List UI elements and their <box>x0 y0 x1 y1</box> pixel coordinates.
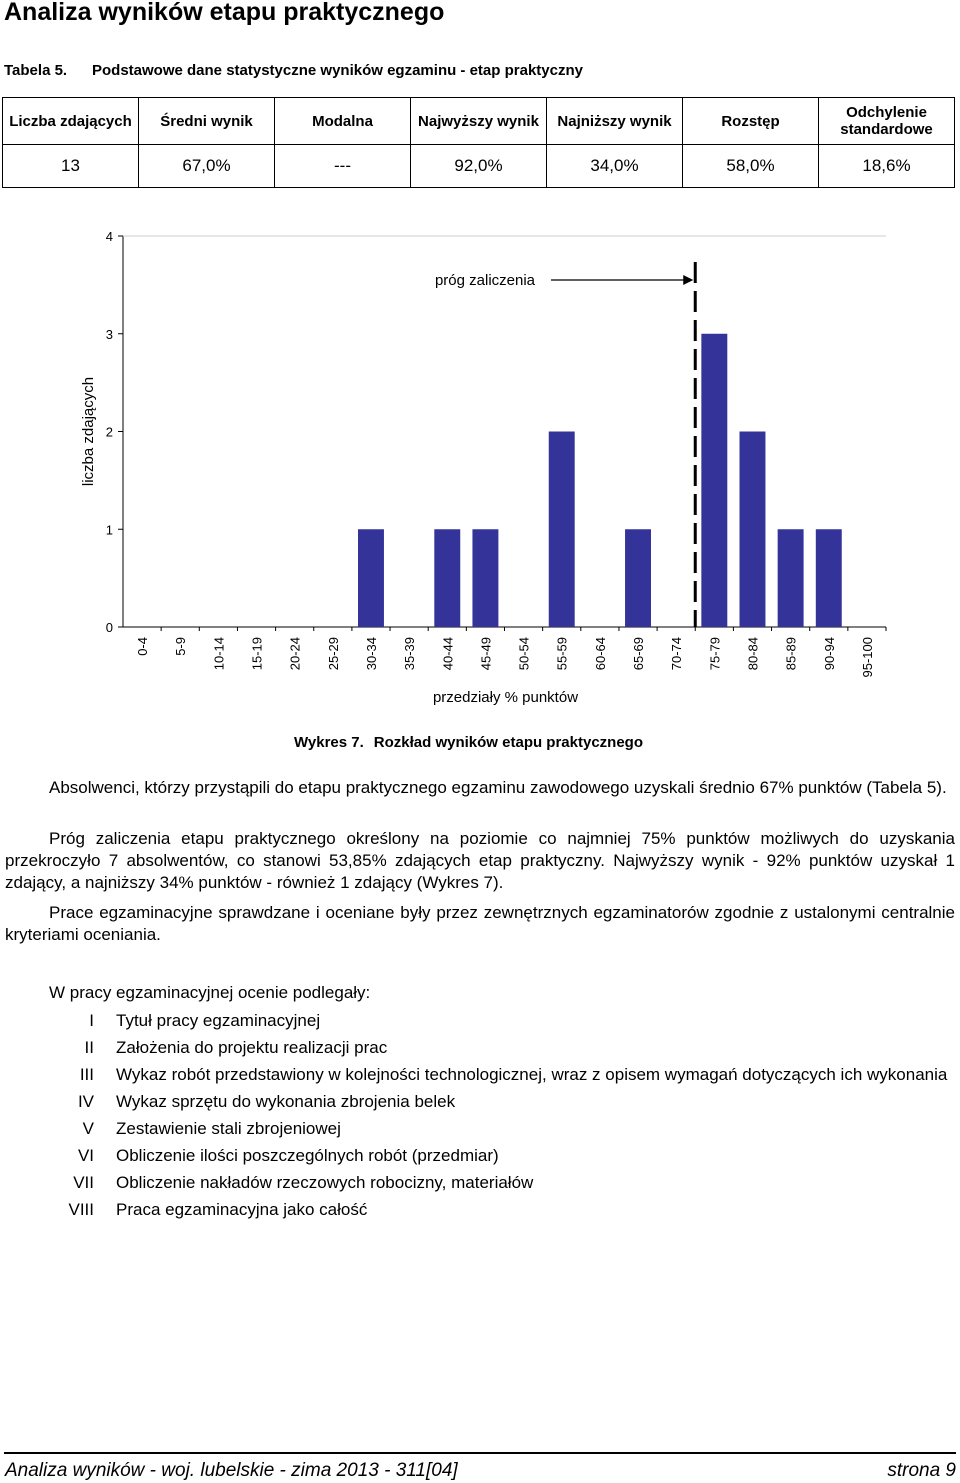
list-item <box>0 1010 960 1032</box>
table-header-row <box>3 98 955 145</box>
x-axis-title: przedziały % punktów <box>432 689 579 706</box>
list-item-text: Zestawienie stali zbrojeniowej <box>116 1119 341 1138</box>
header-liczba-zdajacych: Liczba zdających <box>3 98 139 145</box>
page-title: Analiza wyników etapu praktycznego <box>4 0 445 26</box>
paragraph-threshold: Próg zaliczenia etapu praktycznego określony na poziomie co najmniej 75% punktów możliwych do uzyskania przekroczyło 7 absolwentów, co stanowi 53,85% zdających etap praktyczny. Najwyższy wynik - 92% punktów uzyskał 1 zdający, a najniższy 34% punktów - również 1 zdający (Wykres 7). <box>5 829 955 892</box>
header-sredni-wynik: Średni wynik <box>139 98 275 145</box>
x-tick-label: 80-84 <box>745 637 761 671</box>
x-tick-label: 35-39 <box>402 637 418 671</box>
x-tick-label: 40-44 <box>440 637 456 671</box>
list-item <box>0 1091 960 1113</box>
header-rozstep: Rozstęp <box>683 98 819 145</box>
x-tick-label: 90-94 <box>821 637 837 671</box>
list-item-number: VI <box>77 1146 94 1165</box>
y-axis-title: liczba zdających <box>80 376 97 487</box>
table-row <box>3 145 955 188</box>
threshold-label: próg zaliczenia <box>434 272 536 289</box>
list-item <box>0 1172 960 1194</box>
header-odchylenie: Odchylenie standardowe <box>819 98 955 145</box>
bar-90-94 <box>816 529 842 627</box>
x-tick-label: 15-19 <box>249 637 265 671</box>
x-tick-label: 75-79 <box>707 637 723 671</box>
paragraph-examiners: Prace egzaminacyjne sprawdzane i oceniane były przez zewnętrznych egzaminatorów zgodnie z ustalonymi centralnie kryteriami oceniania. <box>5 903 955 944</box>
bar-80-84 <box>740 432 766 628</box>
list-item-text: Wykaz sprzętu do wykonania zbrojenia belek <box>116 1092 456 1111</box>
list-item <box>0 1118 960 1140</box>
table-caption-text: Podstawowe dane statystyczne wyników egzaminu - etap praktyczny <box>92 62 583 79</box>
value-najnizszy-wynik: 34,0% <box>547 145 683 188</box>
list-item-text: Obliczenie nakładów rzeczowych robocizny, materiałów <box>116 1173 534 1192</box>
bar-65-69 <box>625 529 651 627</box>
figure-caption-text: Rozkład wyników etapu praktycznego <box>373 734 644 751</box>
figure-caption-label: Wykres 7. <box>294 734 364 751</box>
list-item-text: Wykaz robót przedstawiony w kolejności technologicznej, wraz z opisem wymagań dotyczących ich wykonania <box>116 1065 948 1084</box>
x-tick-label: 85-89 <box>783 637 799 671</box>
value-odchylenie: 18,6% <box>819 145 955 188</box>
bar-75-79 <box>701 334 727 627</box>
header-najwyzszy-wynik: Najwyższy wynik <box>411 98 547 145</box>
list-item-text: Obliczenie ilości poszczególnych robót (przedmiar) <box>116 1146 499 1165</box>
list-item-number: VII <box>73 1173 94 1192</box>
x-tick-label: 25-29 <box>325 637 341 671</box>
y-tick-label: 4 <box>105 229 113 244</box>
list-heading: W pracy egzaminacyjnej ocenie podlegały: <box>49 983 371 1002</box>
value-rozstep: 58,0% <box>683 145 819 188</box>
y-tick-label: 0 <box>105 620 113 635</box>
footer-document-title: Analiza wyników - woj. lubelskie - zima 2013 - 311[04] <box>5 1460 458 1481</box>
value-sredni-wynik: 67,0% <box>139 145 275 188</box>
bar-45-49 <box>472 529 498 627</box>
bar-85-89 <box>778 529 804 627</box>
x-tick-label: 95-100 <box>859 637 875 678</box>
list-item <box>0 1199 960 1221</box>
y-tick-label: 3 <box>105 326 113 342</box>
paragraph-average: Absolwenci, którzy przystąpili do etapu praktycznego egzaminu zawodowego uzyskali średnio 67% punktów (Tabela 5). <box>49 778 947 797</box>
bar-40-44 <box>434 529 460 627</box>
table-caption <box>4 62 583 79</box>
list-item-number: IV <box>77 1092 94 1111</box>
value-liczba-zdajacych: 13 <box>3 145 139 188</box>
header-najnizszy-wynik: Najniższy wynik <box>547 98 683 145</box>
list-item <box>0 1037 960 1059</box>
list-item-text: Tytuł pracy egzaminacyjnej <box>116 1011 321 1030</box>
bar-55-59 <box>549 432 575 628</box>
list-item-number: II <box>84 1038 94 1057</box>
x-tick-label: 0-4 <box>135 637 151 656</box>
x-tick-label: 30-34 <box>363 637 379 671</box>
list-item-number: VIII <box>68 1200 94 1219</box>
x-tick-label: 70-74 <box>669 637 685 671</box>
list-item-number: I <box>89 1011 94 1030</box>
footer-divider <box>4 1452 956 1454</box>
threshold-arrow-head <box>683 275 693 285</box>
list-item-number: V <box>82 1119 94 1138</box>
list-item-text: Założenia do projektu realizacji prac <box>116 1038 388 1057</box>
bar-30-34 <box>358 529 384 627</box>
footer-page-number: strona 9 <box>887 1460 956 1481</box>
x-tick-label: 10-14 <box>211 637 227 671</box>
value-modalna: --- <box>275 145 411 188</box>
x-tick-label: 60-64 <box>592 637 608 671</box>
y-tick-label: 1 <box>105 522 113 538</box>
results-histogram <box>0 200 960 720</box>
list-item-text: Praca egzaminacyjna jako całość <box>116 1200 368 1219</box>
x-tick-label: 45-49 <box>478 637 494 671</box>
figure-caption <box>294 734 643 751</box>
list-item <box>0 1145 960 1167</box>
x-tick-label: 5-9 <box>173 637 189 656</box>
value-najwyzszy-wynik: 92,0% <box>411 145 547 188</box>
assessment-list <box>0 1010 960 1226</box>
y-tick-label: 2 <box>105 424 113 440</box>
x-tick-label: 55-59 <box>554 637 570 671</box>
x-tick-label: 20-24 <box>287 637 303 671</box>
x-tick-label: 50-54 <box>516 637 532 671</box>
header-modalna: Modalna <box>275 98 411 145</box>
list-item-number: III <box>79 1065 94 1084</box>
statistics-table <box>2 97 955 188</box>
list-item <box>0 1064 960 1086</box>
table-caption-label: Tabela 5. <box>4 62 68 79</box>
x-tick-label: 65-69 <box>631 637 647 671</box>
